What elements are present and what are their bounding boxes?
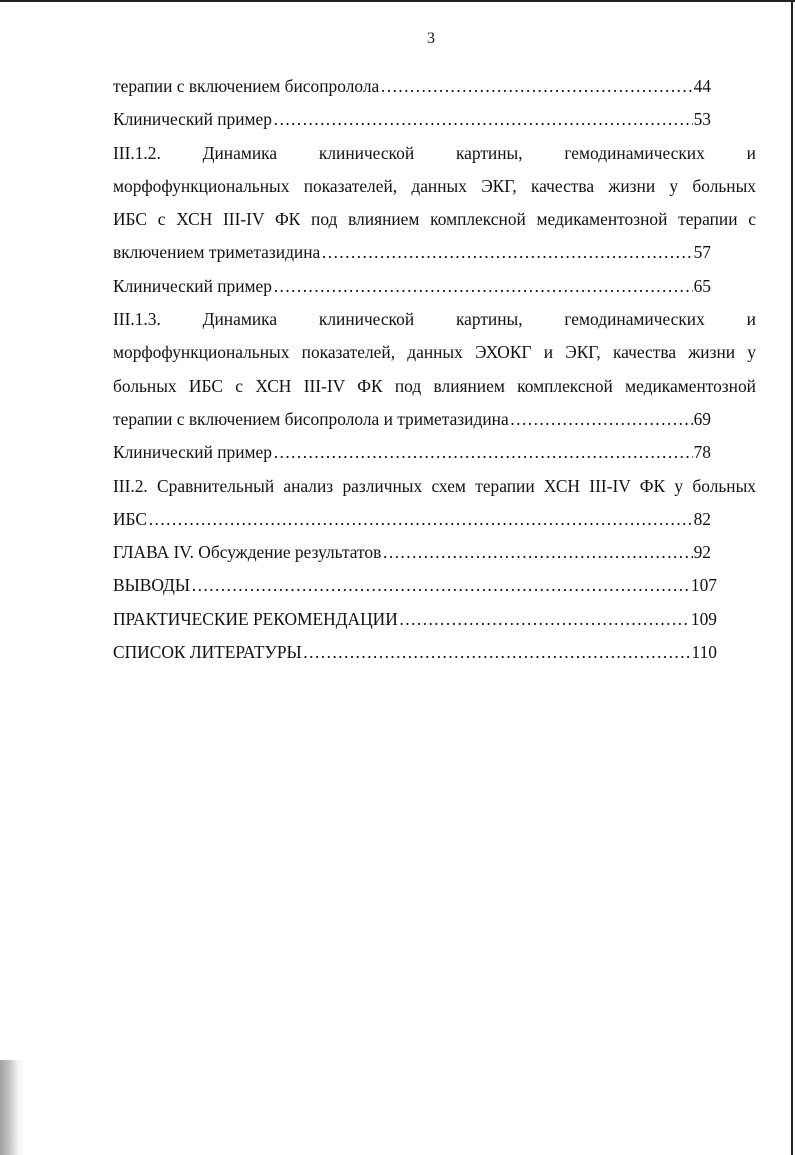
toc-entry	[113, 436, 711, 469]
toc-entry-title: ГЛАВА IV. Обсуждение результатов	[113, 542, 382, 563]
toc-entry-page: 69	[693, 408, 711, 429]
toc-entry-title: СПИСОК ЛИТЕРАТУРЫ	[113, 642, 302, 663]
toc-section-line: больных ИБС с ХСН III-IV ФК под влиянием комплексной медикаментозной	[113, 375, 756, 396]
toc-entry-page: 65	[693, 275, 711, 296]
heading-word: клинической	[318, 309, 415, 330]
toc-section-heading-line	[113, 303, 756, 336]
toc-entry-title: ВЫВОДЫ	[113, 575, 191, 596]
page-number: 3	[427, 30, 435, 47]
toc-entry-page: 92	[693, 542, 711, 563]
toc-entry	[113, 536, 711, 569]
toc-section-line: морфофункциональных показателей, данных ЭХОКГ и ЭКГ, качества жизни у	[113, 342, 756, 363]
scan-border-right	[791, 0, 793, 1155]
heading-word: и	[746, 309, 756, 330]
toc-entry	[113, 636, 717, 669]
toc-leader-dots	[148, 503, 693, 536]
scan-artifact	[0, 1060, 26, 1155]
toc-entry	[113, 403, 711, 436]
heading-word: клинической	[318, 142, 415, 163]
toc-entry	[113, 70, 711, 103]
toc-entry-page: 44	[693, 76, 711, 96]
toc-entry-page: 107	[690, 575, 717, 596]
toc-entry-title: терапии с включением бисопролола	[113, 76, 380, 96]
scan-border-top	[0, 0, 795, 2]
toc-entry-page: 109	[690, 608, 717, 629]
toc-entry-page: 82	[693, 508, 711, 529]
heading-word: гемодинамических	[564, 309, 705, 330]
heading-word: и	[746, 142, 756, 163]
toc-entry-title: терапии с включением бисопролола и триметазидина	[113, 408, 509, 429]
toc-entry	[113, 603, 717, 636]
toc-entry	[113, 103, 711, 136]
toc-entry-title: Клинический пример	[113, 109, 272, 130]
section-number: III.1.2.	[113, 142, 161, 163]
toc-leader-dots	[382, 536, 692, 569]
toc-leader-dots	[510, 403, 693, 436]
toc-leader-dots	[273, 436, 693, 469]
toc-leader-dots	[273, 103, 693, 136]
toc-entry-title: ПРАКТИЧЕСКИЕ РЕКОМЕНДАЦИИ	[113, 608, 398, 629]
section-number: III.1.3.	[113, 309, 161, 330]
toc-entry-page: 53	[693, 109, 711, 130]
toc-entry-title: Клинический пример	[113, 275, 272, 296]
toc-entry-page: 78	[693, 442, 711, 463]
toc-section-line: морфофункциональных показателей, данных ЭКГ, качества жизни у больных	[113, 175, 756, 196]
toc-entry	[113, 569, 717, 602]
toc-leader-dots	[321, 236, 692, 269]
toc-leader-dots	[399, 603, 690, 636]
toc-section-line: ИБС с ХСН III-IV ФК под влиянием комплексной медикаментозной терапии с	[113, 209, 756, 230]
heading-word: картины,	[455, 142, 523, 163]
toc-entry-title: ИБС	[113, 508, 148, 529]
toc-entry	[113, 503, 711, 536]
toc-entry	[113, 270, 711, 303]
toc-entry-page: 57	[693, 242, 711, 263]
toc-entry-title: Клинический пример	[113, 442, 272, 463]
toc-section-line: III.2. Сравнительный анализ различных схем терапии ХСН III-IV ФК у больных	[113, 475, 756, 496]
heading-word: картины,	[455, 309, 523, 330]
table-of-contents	[113, 70, 756, 669]
toc-entry-page: 110	[691, 642, 717, 663]
toc-leader-dots	[273, 270, 693, 303]
toc-section-heading-line	[113, 137, 756, 170]
toc-entry-title: включением триметазидина	[113, 242, 321, 263]
heading-word: Динамика	[202, 142, 278, 163]
toc-leader-dots	[380, 70, 692, 103]
heading-word: гемодинамических	[564, 142, 705, 163]
toc-leader-dots	[303, 636, 691, 669]
toc-entry	[113, 236, 711, 269]
toc-leader-dots	[191, 569, 690, 602]
heading-word: Динамика	[202, 309, 278, 330]
